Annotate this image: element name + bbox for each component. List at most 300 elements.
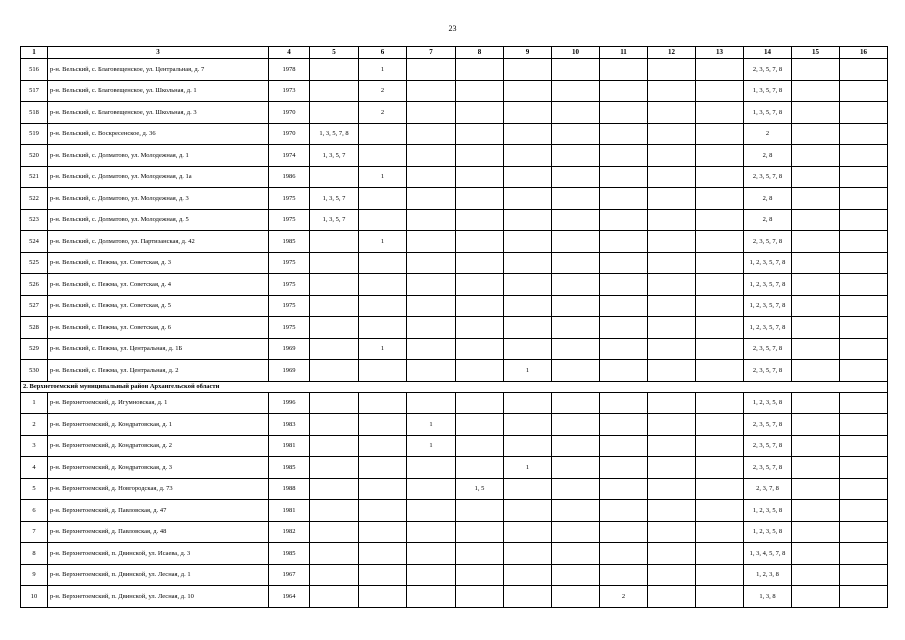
column-11-cell xyxy=(600,338,648,360)
column-13-cell xyxy=(696,457,744,479)
column-16-cell xyxy=(840,478,888,500)
column-6-cell xyxy=(359,295,407,317)
column-12-cell xyxy=(648,145,696,167)
column-12-cell xyxy=(648,317,696,339)
column-10-cell xyxy=(552,338,600,360)
column-13-cell xyxy=(696,521,744,543)
column-15-cell xyxy=(792,231,840,253)
column-14-cell: 1, 2, 3, 5, 8 xyxy=(744,521,792,543)
column-14-cell: 2, 3, 5, 7, 8 xyxy=(744,59,792,81)
row-number-cell: 526 xyxy=(21,274,48,296)
column-11-cell xyxy=(600,564,648,586)
column-10-cell xyxy=(552,586,600,608)
column-14-cell: 2, 3, 5, 7, 8 xyxy=(744,166,792,188)
column-8-cell xyxy=(456,414,504,436)
column-7-cell xyxy=(407,543,456,565)
year-cell: 1975 xyxy=(269,295,310,317)
column-6-cell xyxy=(359,564,407,586)
column-10-cell xyxy=(552,145,600,167)
column-10-cell xyxy=(552,414,600,436)
column-9-cell xyxy=(504,295,552,317)
column-5-cell xyxy=(310,252,359,274)
address-cell: р-н. Вельский, с. Долматово, ул. Партизанская, д. 42 xyxy=(48,231,269,253)
address-cell: р-н. Верхнетоемский, д. Игумновская, д. 1 xyxy=(48,392,269,414)
column-6-cell: 1 xyxy=(359,231,407,253)
column-header: 12 xyxy=(648,47,696,59)
column-9-cell xyxy=(504,80,552,102)
row-number-cell: 7 xyxy=(21,521,48,543)
column-16-cell xyxy=(840,586,888,608)
column-16-cell xyxy=(840,231,888,253)
table-row xyxy=(21,209,888,231)
column-5-cell xyxy=(310,521,359,543)
column-5-cell xyxy=(310,564,359,586)
row-number-cell: 2 xyxy=(21,414,48,436)
column-15-cell xyxy=(792,274,840,296)
table-row xyxy=(21,317,888,339)
column-9-cell xyxy=(504,209,552,231)
column-5-cell xyxy=(310,478,359,500)
column-8-cell xyxy=(456,252,504,274)
column-8-cell xyxy=(456,457,504,479)
address-cell: р-н. Вельский, с. Благовещенское, ул. Центральная, д. 7 xyxy=(48,59,269,81)
column-10-cell xyxy=(552,317,600,339)
row-number-cell: 10 xyxy=(21,586,48,608)
column-7-cell xyxy=(407,80,456,102)
row-number-cell: 6 xyxy=(21,500,48,522)
column-12-cell xyxy=(648,295,696,317)
column-11-cell xyxy=(600,392,648,414)
column-12-cell xyxy=(648,435,696,457)
column-6-cell: 1 xyxy=(359,338,407,360)
column-5-cell xyxy=(310,166,359,188)
column-15-cell xyxy=(792,209,840,231)
column-7-cell xyxy=(407,295,456,317)
row-number-cell: 3 xyxy=(21,435,48,457)
column-header: 5 xyxy=(310,47,359,59)
year-cell: 1985 xyxy=(269,231,310,253)
column-5-cell: 1, 3, 5, 7 xyxy=(310,188,359,210)
row-number-cell: 527 xyxy=(21,295,48,317)
column-9-cell: 1 xyxy=(504,457,552,479)
column-12-cell xyxy=(648,188,696,210)
column-10-cell xyxy=(552,231,600,253)
address-cell: р-н. Вельский, с. Пежма, ул. Советская, д. 6 xyxy=(48,317,269,339)
column-15-cell xyxy=(792,543,840,565)
column-8-cell xyxy=(456,295,504,317)
row-number-cell: 520 xyxy=(21,145,48,167)
year-cell: 1978 xyxy=(269,59,310,81)
column-15-cell xyxy=(792,123,840,145)
table-row xyxy=(21,145,888,167)
table-row xyxy=(21,274,888,296)
column-12-cell xyxy=(648,80,696,102)
column-6-cell xyxy=(359,521,407,543)
table-row xyxy=(21,392,888,414)
address-cell: р-н. Вельский, с. Долматово, ул. Молодежная, д. 5 xyxy=(48,209,269,231)
section-header-row xyxy=(21,381,888,392)
column-9-cell xyxy=(504,231,552,253)
column-10-cell xyxy=(552,80,600,102)
column-15-cell xyxy=(792,338,840,360)
column-12-cell xyxy=(648,521,696,543)
column-13-cell xyxy=(696,274,744,296)
column-12-cell xyxy=(648,123,696,145)
column-8-cell xyxy=(456,521,504,543)
table-row xyxy=(21,543,888,565)
column-8-cell xyxy=(456,274,504,296)
row-number-cell: 522 xyxy=(21,188,48,210)
address-cell: р-н. Вельский, с. Пежма, ул. Центральная, д. 1Б xyxy=(48,338,269,360)
column-11-cell xyxy=(600,457,648,479)
column-16-cell xyxy=(840,166,888,188)
column-15-cell xyxy=(792,392,840,414)
column-7-cell: 1 xyxy=(407,435,456,457)
address-cell: р-н. Верхнетоемский, д. Кондратовская, д. 3 xyxy=(48,457,269,479)
column-13-cell xyxy=(696,478,744,500)
column-6-cell xyxy=(359,274,407,296)
column-12-cell xyxy=(648,360,696,382)
address-cell: р-н. Верхнетоемский, п. Двинской, ул. Исаева, д. 3 xyxy=(48,543,269,565)
column-5-cell xyxy=(310,338,359,360)
column-10-cell xyxy=(552,166,600,188)
column-16-cell xyxy=(840,521,888,543)
column-11-cell xyxy=(600,252,648,274)
column-10-cell xyxy=(552,521,600,543)
column-9-cell xyxy=(504,586,552,608)
table-row xyxy=(21,80,888,102)
column-7-cell xyxy=(407,59,456,81)
column-15-cell xyxy=(792,295,840,317)
column-9-cell: 1 xyxy=(504,360,552,382)
table-row xyxy=(21,360,888,382)
column-5-cell xyxy=(310,274,359,296)
column-8-cell xyxy=(456,338,504,360)
column-16-cell xyxy=(840,317,888,339)
column-5-cell xyxy=(310,317,359,339)
column-5-cell xyxy=(310,295,359,317)
column-9-cell xyxy=(504,521,552,543)
column-5-cell xyxy=(310,360,359,382)
column-13-cell xyxy=(696,59,744,81)
address-cell: р-н. Вельский, с. Воскресенское, д. 36 xyxy=(48,123,269,145)
row-number-cell: 529 xyxy=(21,338,48,360)
column-header: 14 xyxy=(744,47,792,59)
column-10-cell xyxy=(552,252,600,274)
column-7-cell xyxy=(407,231,456,253)
column-6-cell: 1 xyxy=(359,59,407,81)
column-11-cell xyxy=(600,209,648,231)
column-15-cell xyxy=(792,478,840,500)
column-header: 8 xyxy=(456,47,504,59)
column-15-cell xyxy=(792,521,840,543)
column-9-cell xyxy=(504,478,552,500)
column-14-cell: 1, 3, 5, 7, 8 xyxy=(744,80,792,102)
table-row xyxy=(21,252,888,274)
table-row xyxy=(21,166,888,188)
column-14-cell: 2, 3, 5, 7, 8 xyxy=(744,457,792,479)
table-row xyxy=(21,586,888,608)
column-15-cell xyxy=(792,145,840,167)
column-13-cell xyxy=(696,500,744,522)
year-cell: 1970 xyxy=(269,102,310,124)
column-11-cell xyxy=(600,435,648,457)
year-cell: 1981 xyxy=(269,435,310,457)
row-number-cell: 528 xyxy=(21,317,48,339)
column-14-cell: 2, 3, 7, 8 xyxy=(744,478,792,500)
column-14-cell: 1, 2, 3, 5, 7, 8 xyxy=(744,252,792,274)
column-9-cell xyxy=(504,500,552,522)
year-cell: 1982 xyxy=(269,521,310,543)
column-16-cell xyxy=(840,360,888,382)
column-10-cell xyxy=(552,295,600,317)
year-cell: 1969 xyxy=(269,360,310,382)
column-11-cell xyxy=(600,360,648,382)
column-16-cell xyxy=(840,414,888,436)
year-cell: 1969 xyxy=(269,338,310,360)
table-row xyxy=(21,188,888,210)
column-12-cell xyxy=(648,457,696,479)
table-row xyxy=(21,564,888,586)
column-10-cell xyxy=(552,392,600,414)
year-cell: 1985 xyxy=(269,457,310,479)
address-cell: р-н. Верхнетоемский, д. Кондратовская, д. 2 xyxy=(48,435,269,457)
column-6-cell xyxy=(359,123,407,145)
table-row xyxy=(21,338,888,360)
column-14-cell: 1, 3, 5, 7, 8 xyxy=(744,102,792,124)
column-6-cell: 1 xyxy=(359,166,407,188)
year-cell: 1975 xyxy=(269,252,310,274)
column-15-cell xyxy=(792,435,840,457)
column-10-cell xyxy=(552,564,600,586)
column-8-cell xyxy=(456,543,504,565)
column-5-cell xyxy=(310,392,359,414)
column-7-cell: 1 xyxy=(407,414,456,436)
column-16-cell xyxy=(840,252,888,274)
column-10-cell xyxy=(552,209,600,231)
column-5-cell xyxy=(310,102,359,124)
column-14-cell: 2, 8 xyxy=(744,209,792,231)
column-11-cell xyxy=(600,123,648,145)
column-6-cell: 2 xyxy=(359,80,407,102)
column-10-cell xyxy=(552,435,600,457)
column-13-cell xyxy=(696,80,744,102)
column-16-cell xyxy=(840,59,888,81)
column-5-cell: 1, 3, 5, 7, 8 xyxy=(310,123,359,145)
column-5-cell xyxy=(310,500,359,522)
column-16-cell xyxy=(840,274,888,296)
column-5-cell xyxy=(310,457,359,479)
table-row xyxy=(21,231,888,253)
address-cell: р-н. Вельский, с. Пежма, ул. Советская, д. 3 xyxy=(48,252,269,274)
column-15-cell xyxy=(792,80,840,102)
column-13-cell xyxy=(696,145,744,167)
address-cell: р-н. Вельский, с. Долматово, ул. Молодежная, д. 1 xyxy=(48,145,269,167)
column-12-cell xyxy=(648,392,696,414)
column-5-cell xyxy=(310,543,359,565)
column-6-cell xyxy=(359,188,407,210)
column-8-cell xyxy=(456,586,504,608)
column-11-cell xyxy=(600,478,648,500)
year-cell: 1996 xyxy=(269,392,310,414)
column-6-cell xyxy=(359,500,407,522)
column-13-cell xyxy=(696,123,744,145)
table-row xyxy=(21,521,888,543)
table-row xyxy=(21,123,888,145)
column-15-cell xyxy=(792,59,840,81)
column-8-cell xyxy=(456,123,504,145)
column-13-cell xyxy=(696,295,744,317)
address-cell: р-н. Верхнетоемский, д. Павловская, д. 48 xyxy=(48,521,269,543)
row-number-cell: 523 xyxy=(21,209,48,231)
column-12-cell xyxy=(648,231,696,253)
column-9-cell xyxy=(504,102,552,124)
year-cell: 1985 xyxy=(269,543,310,565)
column-13-cell xyxy=(696,392,744,414)
column-8-cell xyxy=(456,435,504,457)
address-cell: р-н. Вельский, с. Пежма, ул. Центральная, д. 2 xyxy=(48,360,269,382)
column-14-cell: 2, 3, 5, 7, 8 xyxy=(744,360,792,382)
column-10-cell xyxy=(552,478,600,500)
column-14-cell: 2, 8 xyxy=(744,145,792,167)
column-7-cell xyxy=(407,188,456,210)
column-14-cell: 2 xyxy=(744,123,792,145)
year-cell: 1974 xyxy=(269,145,310,167)
column-9-cell xyxy=(504,564,552,586)
column-15-cell xyxy=(792,102,840,124)
column-15-cell xyxy=(792,166,840,188)
column-14-cell: 1, 3, 4, 5, 7, 8 xyxy=(744,543,792,565)
column-6-cell xyxy=(359,586,407,608)
row-number-cell: 4 xyxy=(21,457,48,479)
year-cell: 1981 xyxy=(269,500,310,522)
column-12-cell xyxy=(648,543,696,565)
column-13-cell xyxy=(696,586,744,608)
column-10-cell xyxy=(552,500,600,522)
row-number-cell: 518 xyxy=(21,102,48,124)
column-8-cell xyxy=(456,59,504,81)
table-body xyxy=(21,47,888,608)
column-6-cell xyxy=(359,360,407,382)
column-12-cell xyxy=(648,414,696,436)
column-header: 1 xyxy=(21,47,48,59)
column-14-cell: 1, 2, 3, 5, 7, 8 xyxy=(744,317,792,339)
column-16-cell xyxy=(840,188,888,210)
column-12-cell xyxy=(648,564,696,586)
column-9-cell xyxy=(504,252,552,274)
column-8-cell: 1, 5 xyxy=(456,478,504,500)
row-number-cell: 519 xyxy=(21,123,48,145)
column-6-cell xyxy=(359,252,407,274)
column-7-cell xyxy=(407,586,456,608)
table-row xyxy=(21,295,888,317)
column-7-cell xyxy=(407,457,456,479)
column-9-cell xyxy=(504,188,552,210)
table-row xyxy=(21,414,888,436)
column-14-cell: 1, 2, 3, 8 xyxy=(744,564,792,586)
column-6-cell xyxy=(359,209,407,231)
column-9-cell xyxy=(504,274,552,296)
address-cell: р-н. Вельский, с. Долматово, ул. Молодежная, д. 3 xyxy=(48,188,269,210)
column-14-cell: 2, 3, 5, 7, 8 xyxy=(744,338,792,360)
row-number-cell: 530 xyxy=(21,360,48,382)
column-7-cell xyxy=(407,478,456,500)
row-number-cell: 516 xyxy=(21,59,48,81)
column-6-cell xyxy=(359,414,407,436)
column-14-cell: 2, 3, 5, 7, 8 xyxy=(744,414,792,436)
column-14-cell: 2, 3, 5, 7, 8 xyxy=(744,435,792,457)
column-13-cell xyxy=(696,102,744,124)
column-14-cell: 2, 3, 5, 7, 8 xyxy=(744,231,792,253)
column-7-cell xyxy=(407,123,456,145)
column-5-cell: 1, 3, 5, 7 xyxy=(310,145,359,167)
column-5-cell xyxy=(310,435,359,457)
column-16-cell xyxy=(840,457,888,479)
column-6-cell xyxy=(359,392,407,414)
table-row xyxy=(21,457,888,479)
housing-table xyxy=(20,46,888,608)
column-12-cell xyxy=(648,338,696,360)
column-13-cell xyxy=(696,231,744,253)
column-7-cell xyxy=(407,274,456,296)
column-13-cell xyxy=(696,166,744,188)
column-15-cell xyxy=(792,457,840,479)
column-8-cell xyxy=(456,188,504,210)
column-11-cell xyxy=(600,145,648,167)
column-15-cell xyxy=(792,360,840,382)
column-9-cell xyxy=(504,414,552,436)
column-5-cell xyxy=(310,80,359,102)
column-9-cell xyxy=(504,435,552,457)
row-number-cell: 517 xyxy=(21,80,48,102)
column-13-cell xyxy=(696,564,744,586)
column-10-cell xyxy=(552,59,600,81)
column-12-cell xyxy=(648,478,696,500)
year-cell: 1988 xyxy=(269,478,310,500)
column-11-cell: 2 xyxy=(600,586,648,608)
column-9-cell xyxy=(504,166,552,188)
year-cell: 1967 xyxy=(269,564,310,586)
column-8-cell xyxy=(456,564,504,586)
column-12-cell xyxy=(648,500,696,522)
column-16-cell xyxy=(840,564,888,586)
table-row xyxy=(21,102,888,124)
column-11-cell xyxy=(600,521,648,543)
column-header: 7 xyxy=(407,47,456,59)
column-11-cell xyxy=(600,188,648,210)
column-8-cell xyxy=(456,80,504,102)
row-number-cell: 8 xyxy=(21,543,48,565)
column-13-cell xyxy=(696,317,744,339)
section-title: 2. Верхнетоемский муниципальный район Архангельской области xyxy=(21,381,888,392)
column-8-cell xyxy=(456,360,504,382)
column-header: 3 xyxy=(48,47,269,59)
year-cell: 1983 xyxy=(269,414,310,436)
column-14-cell: 2, 8 xyxy=(744,188,792,210)
address-cell: р-н. Верхнетоемский, д. Кондратовская, д. 1 xyxy=(48,414,269,436)
column-12-cell xyxy=(648,102,696,124)
page-number: 23 xyxy=(448,24,457,33)
column-7-cell xyxy=(407,338,456,360)
column-15-cell xyxy=(792,252,840,274)
column-header: 4 xyxy=(269,47,310,59)
column-5-cell xyxy=(310,59,359,81)
column-16-cell xyxy=(840,295,888,317)
row-number-cell: 525 xyxy=(21,252,48,274)
year-cell: 1975 xyxy=(269,209,310,231)
column-11-cell xyxy=(600,414,648,436)
address-cell: р-н. Вельский, с. Благовещенское, ул. Школьная, д. 3 xyxy=(48,102,269,124)
